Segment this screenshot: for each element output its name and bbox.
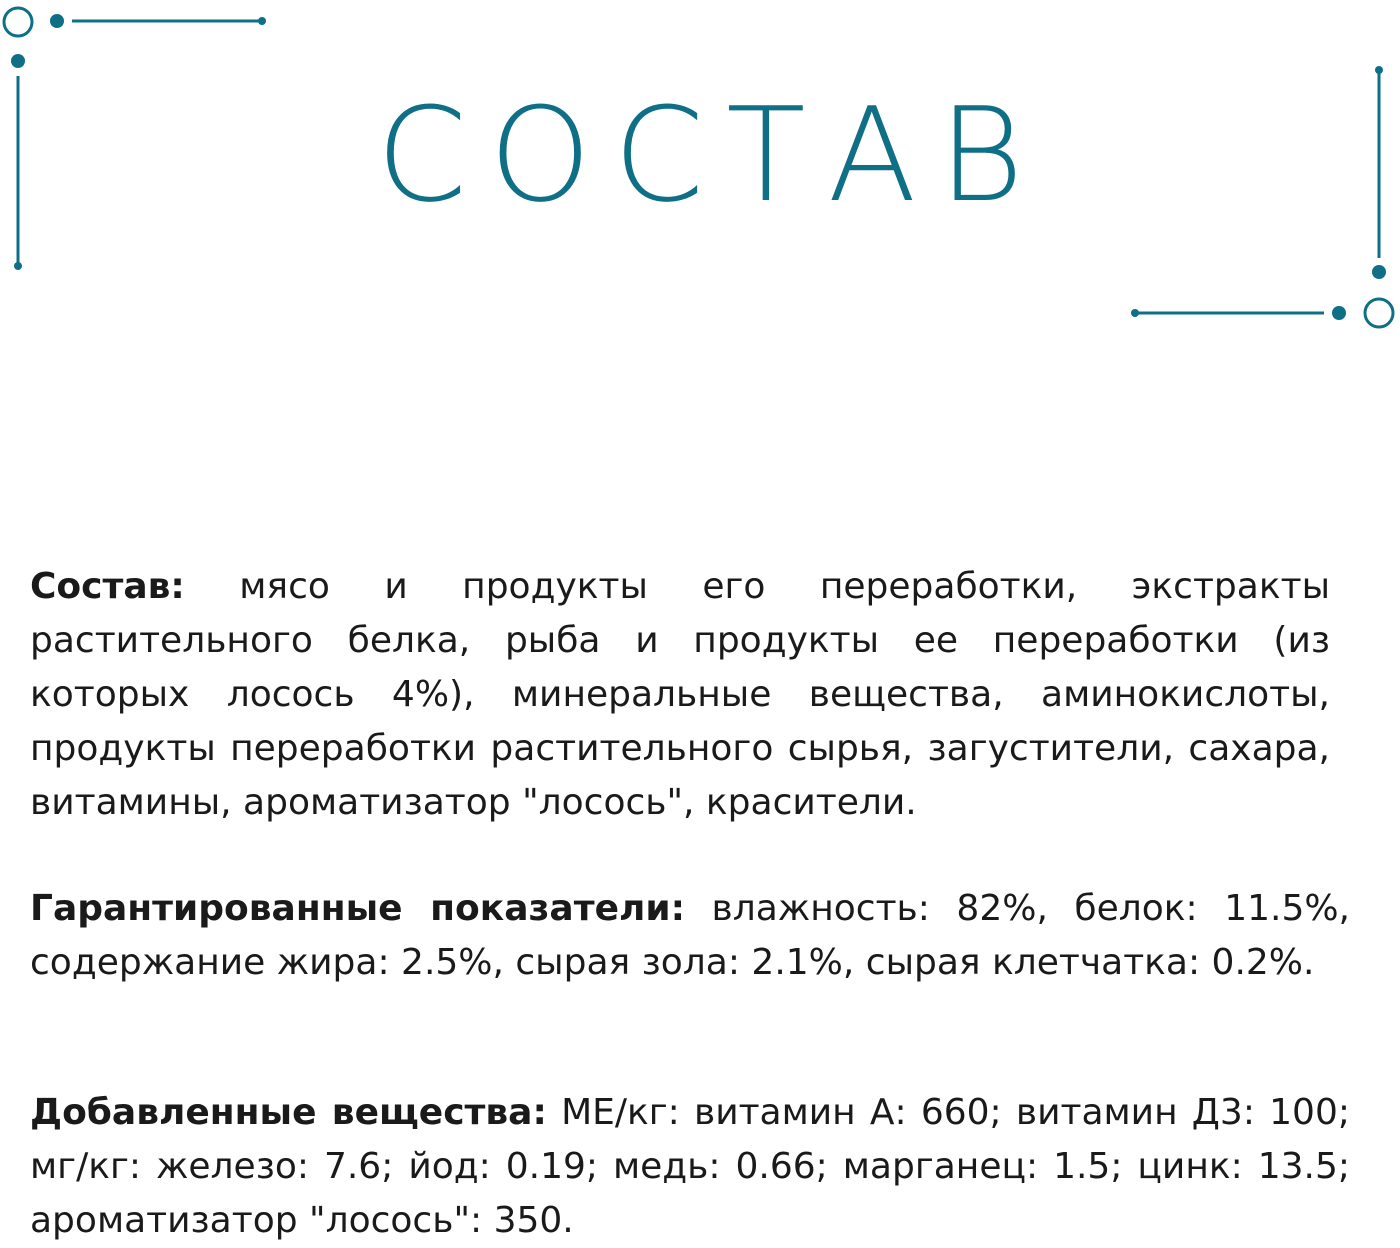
guaranteed-analysis-paragraph <box>30 882 1350 990</box>
page-title: СОСТАВ <box>376 79 1046 231</box>
composition-text: мясо и продукты его переработки, экстракты растительного белка, рыба и продукты ее переработки (из которых лосось 4%), минеральные вещества, аминокислоты, продукты переработки растительного сырья, загустители, сахара, витамины, ароматизатор "лосось", красители. <box>30 566 1330 823</box>
composition-label: Состав: <box>30 566 185 607</box>
guaranteed-label: Гарантированные показатели: <box>30 888 685 929</box>
guaranteed-text: влажность: 82%, белок: 11.5%, содержание жира: 2.5%, сырая зола: 2.1%, сырая клетчатка: 0.2%. <box>30 888 1350 983</box>
composition-paragraph <box>30 560 1330 830</box>
additives-label: Добавленные вещества: <box>30 1092 547 1133</box>
additives-paragraph <box>30 1086 1350 1248</box>
additives-text: МЕ/кг: витамин А: 660; витамин Д3: 100; мг/кг: железо: 7.6; йод: 0.19; медь: 0.66; марганец: 1.5; цинк: 13.5; ароматизатор "лосось": 350. <box>30 1092 1350 1241</box>
